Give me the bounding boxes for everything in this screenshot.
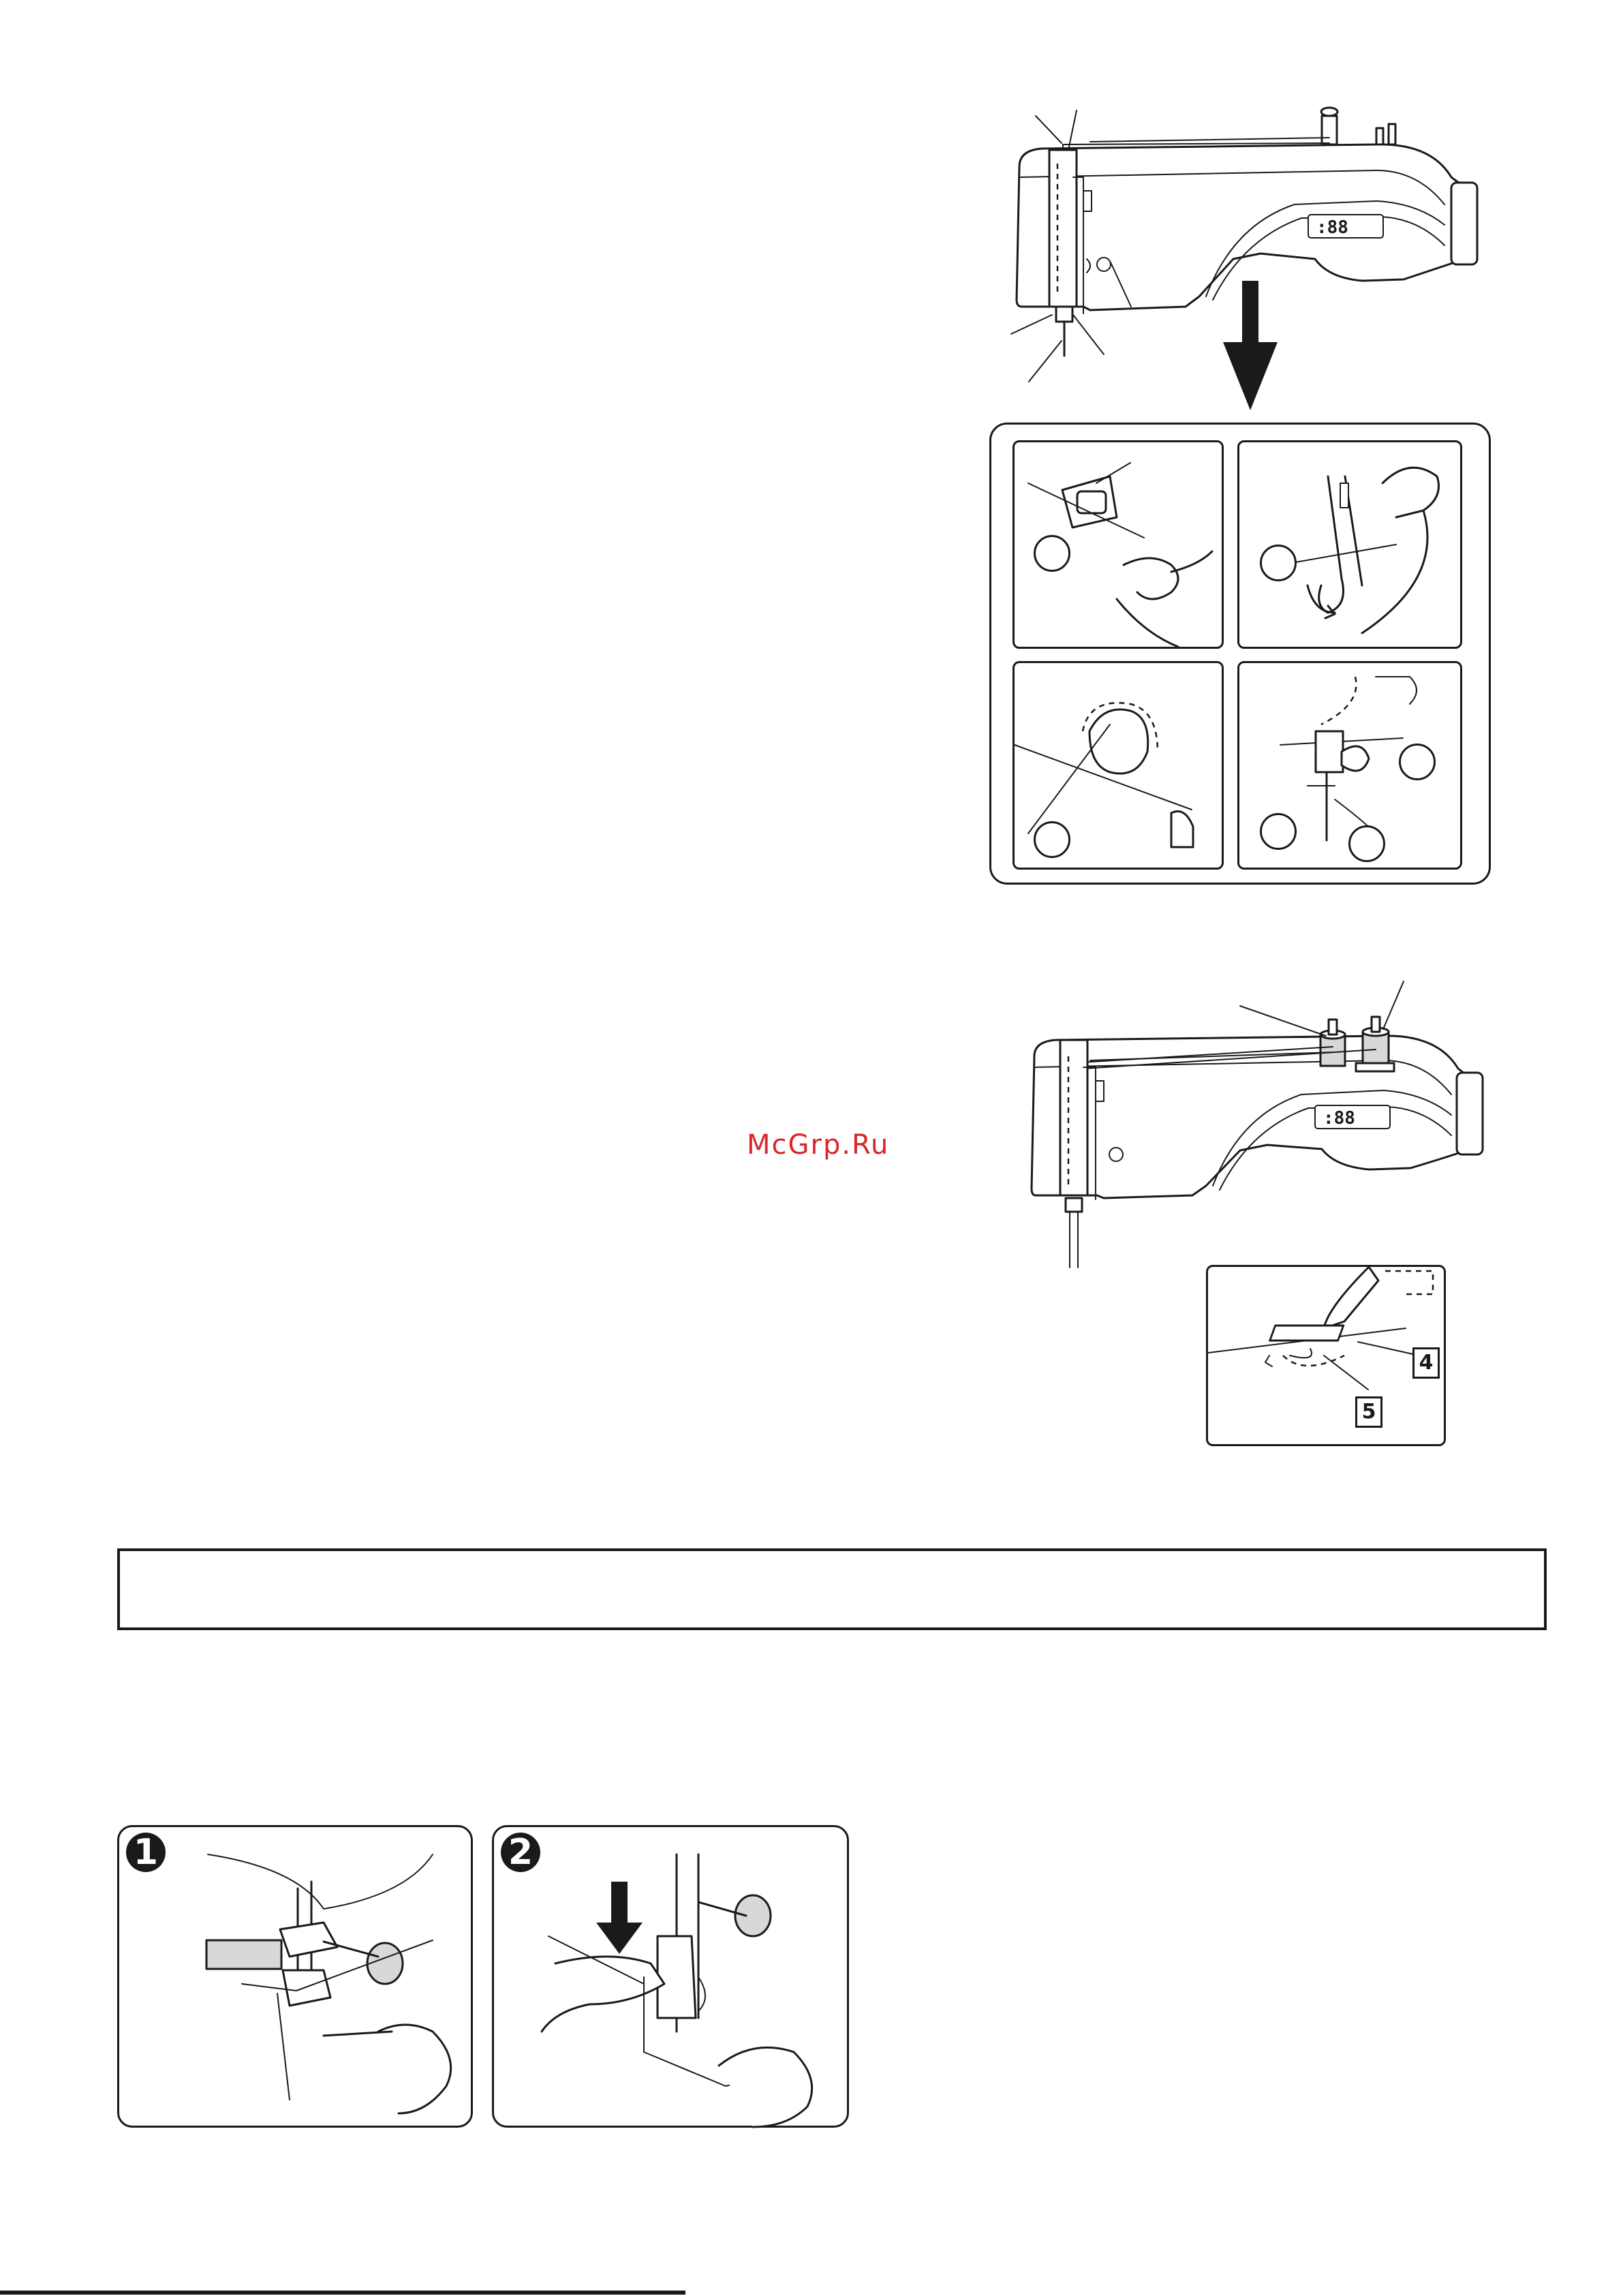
callout-label-4: 4 [1412, 1347, 1440, 1379]
down-arrow-icon [1220, 281, 1281, 417]
detail-take-up-lever [1237, 440, 1462, 649]
machine-illustration-bottom [1015, 981, 1506, 1281]
detail-thread-around [1013, 661, 1224, 870]
threader-step-1-panel [117, 1825, 473, 2128]
threader-step-1-illustration [119, 1827, 475, 2130]
bottom-rule [0, 2291, 685, 2295]
detail-thread-guide [1013, 440, 1224, 649]
callout-circle [1399, 744, 1436, 780]
watermark: McGrp.Ru [747, 1129, 890, 1161]
callout-circle [1260, 545, 1297, 581]
callout-circle [1034, 821, 1070, 858]
callout-circle [1348, 825, 1385, 862]
threader-step-2-panel [492, 1825, 849, 2128]
callout-circle [1260, 813, 1297, 850]
step-badge-2: 2 [501, 1833, 540, 1872]
threader-step-2-illustration [494, 1827, 851, 2130]
callout-label-5: 5 [1355, 1396, 1382, 1428]
detail-needle [1237, 661, 1462, 870]
detail-tension-guide [1206, 1265, 1446, 1446]
callout-circle [1034, 535, 1070, 572]
step-badge-1: 1 [126, 1833, 166, 1872]
display-readout: :88 [1323, 1108, 1355, 1129]
display-readout: :88 [1316, 217, 1348, 238]
note-box [117, 1548, 1547, 1630]
